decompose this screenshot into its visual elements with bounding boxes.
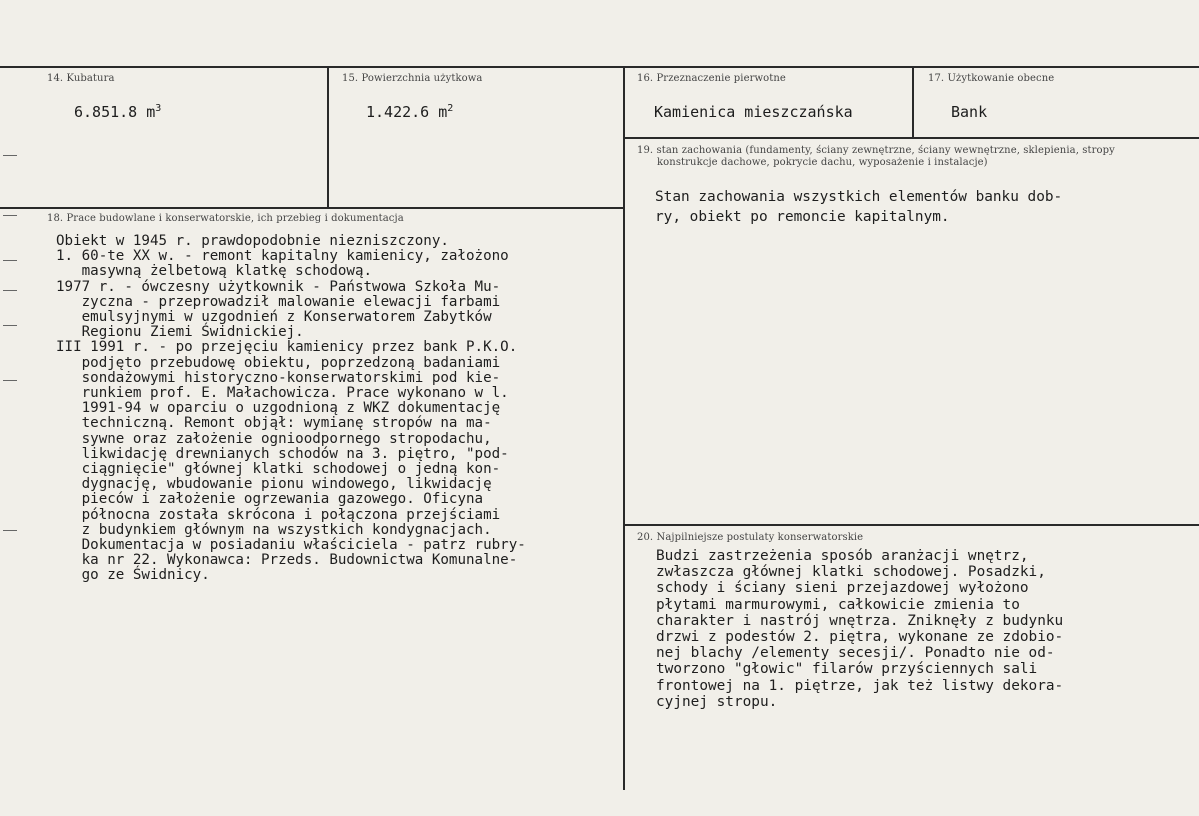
text-line: dygnację, wbudowanie pionu windowego, likwidację bbox=[56, 476, 492, 493]
text-line: z budynkiem głównym na wszystkich kondygnacjach. bbox=[56, 521, 492, 538]
field-20-text bbox=[656, 548, 1063, 710]
text-line: likwidację drewnianych schodów na 3. piętro, "pod- bbox=[56, 445, 509, 462]
text-line: schody i ściany sieni przejazdowej wyłożono bbox=[656, 580, 1029, 597]
field-14-label: 14. Kubatura bbox=[47, 73, 115, 84]
text-line: techniczną. Remont objął: wymianę stropów na ma- bbox=[56, 415, 492, 432]
text-line: sywne oraz założenie ognioodpornego stropodachu, bbox=[56, 430, 492, 447]
area-unit-exponent: 2 bbox=[447, 103, 454, 114]
row-divider-left bbox=[0, 207, 624, 209]
text-line: runkiem prof. E. Małachowicza. Prace wykonano w l. bbox=[56, 385, 509, 402]
text-line: go ze Świdnicy. bbox=[56, 567, 210, 584]
field-19-text bbox=[655, 187, 1062, 227]
text-line: drzwi z podestów 2. piętra, wykonane ze zdobio- bbox=[656, 629, 1064, 646]
text-line: 1977 r. - ówczesny użytkownik - Państwowa Szkoła Mu- bbox=[56, 278, 501, 295]
text-line: pieców i założenie ogrzewania gazowego. Oficyna bbox=[56, 491, 484, 508]
text-line: 1. 60-te XX w. - remont kapitalny kamienicy, założono bbox=[56, 248, 509, 265]
text-line: zyczna - przeprowadził malowanie elewacji farbami bbox=[56, 293, 501, 310]
field-15-value bbox=[366, 103, 453, 121]
cubature-value: 6.851.8 m bbox=[74, 103, 156, 121]
margin-mark bbox=[3, 260, 17, 261]
field-18-label: 18. Prace budowlane i konserwatorskie, ich przebieg i dokumentacja bbox=[47, 213, 404, 224]
text-line: północna została skrócona i połączona przejściami bbox=[56, 506, 501, 523]
col-divider-16-17 bbox=[912, 66, 914, 137]
text-line: nej blachy /elementy secesji/. Ponadto nie od- bbox=[656, 645, 1055, 662]
margin-mark bbox=[3, 380, 17, 381]
text-line: ciągnięcie" głównej klatki schodowej o jedną kon- bbox=[56, 461, 501, 478]
margin-mark bbox=[3, 325, 17, 326]
col-divider-14-15 bbox=[327, 66, 329, 207]
text-line: III 1991 r. - po przejęciu kamienicy przez bank P.K.O. bbox=[56, 339, 518, 356]
field-15-label: 15. Powierzchnia użytkowa bbox=[342, 73, 483, 84]
margin-mark bbox=[3, 215, 17, 216]
text-line: podjęto przebudowę obiektu, poprzedzoną badaniami bbox=[56, 354, 501, 371]
field-16-value: Kamienica mieszczańska bbox=[654, 103, 853, 121]
margin-mark bbox=[3, 155, 17, 156]
field-20-label: 20. Najpilniejsze postulaty konserwatorskie bbox=[637, 532, 864, 543]
field-19-label-line1: 19. stan zachowania (fundamenty, ściany zewnętrzne, ściany wewnętrzne, sklepienia, stropy bbox=[637, 145, 1115, 156]
text-line: tworzono "głowic" filarów przyściennych sali bbox=[656, 661, 1038, 678]
text-line: ka nr 22. Wykonawca: Przeds. Budownictwa Komunalne- bbox=[56, 552, 518, 569]
text-line: frontowej na 1. piętrze, jak też listwy dekora- bbox=[656, 677, 1064, 694]
text-line: zwłaszcza głównej klatki schodowej. Posadzki, bbox=[656, 564, 1046, 581]
field-17-label: 17. Użytkowanie obecne bbox=[928, 73, 1055, 84]
col-divider-main bbox=[623, 66, 625, 790]
text-line: Budzi zastrzeżenia sposób aranżacji wnętrz, bbox=[656, 548, 1029, 564]
field-16-label: 16. Przeznaczenie pierwotne bbox=[637, 73, 786, 84]
field-18-text bbox=[56, 234, 526, 584]
field-19-label-line2: konstrukcje dachowe, pokrycie dachu, wyposażenie i instalacje) bbox=[657, 157, 988, 168]
text-line: ry, obiekt po remoncie kapitalnym. bbox=[655, 209, 950, 225]
margin-mark bbox=[3, 530, 17, 531]
field-17-value: Bank bbox=[951, 103, 988, 121]
text-line: charakter i nastrój wnętrza. Zniknęły z budynku bbox=[656, 612, 1064, 629]
text-line: sondażowymi historyczno-konserwatorskimi pod kie- bbox=[56, 369, 501, 386]
area-value: 1.422.6 m bbox=[366, 103, 448, 121]
text-line: Dokumentacja w posiadaniu właściciela - patrz rubry- bbox=[56, 537, 526, 554]
margin-mark bbox=[3, 290, 17, 291]
field-14-value bbox=[74, 103, 161, 121]
row-divider-right-upper bbox=[624, 137, 1199, 139]
field-19-label bbox=[637, 145, 1192, 169]
text-line: Obiekt w 1945 r. prawdopodobnie niezniszczony. bbox=[56, 233, 449, 249]
text-line: emulsyjnymi w uzgodnień z Konserwatorem Zabytków bbox=[56, 309, 492, 326]
text-line: płytami marmurowymi, całkowicie zmienia to bbox=[656, 596, 1020, 613]
text-line: cyjnej stropu. bbox=[656, 693, 778, 710]
cubature-unit-exponent: 3 bbox=[155, 103, 162, 114]
row-divider-right-lower bbox=[624, 524, 1199, 526]
text-line: Regionu Ziemi Świdnickiej. bbox=[56, 324, 304, 341]
text-line: 1991-94 w oparciu o uzgodnioną z WKZ dokumentację bbox=[56, 400, 501, 417]
top-rule bbox=[0, 66, 1199, 68]
text-line: Stan zachowania wszystkich elementów banku dob- bbox=[655, 189, 1063, 205]
text-line: masywną żelbetową klatkę schodową. bbox=[56, 263, 373, 280]
